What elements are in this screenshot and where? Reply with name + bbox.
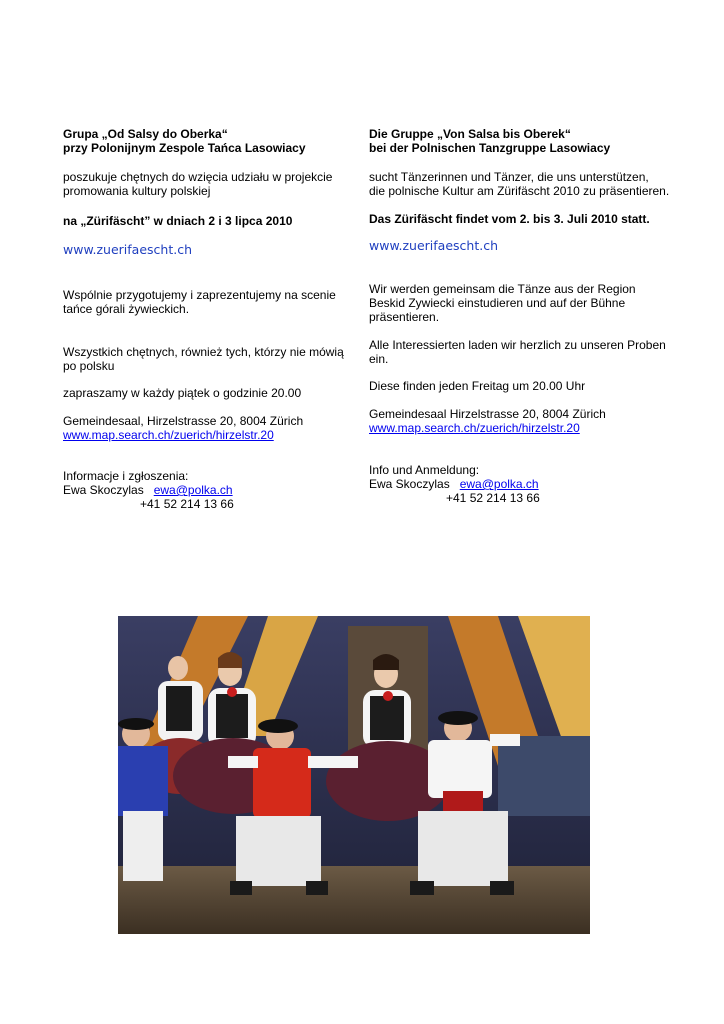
polish-para1-line2: tańce górali żywieckich. [63,302,190,316]
polish-para1-line1: Wspólnie przygotujemy i zaprezentujemy na scenie [63,288,336,302]
polish-contact-line [63,483,355,497]
german-event-date: Das Zürifäscht findet vom 2. bis 3. Juli 2010 statt. [369,212,650,226]
german-para1-line2: Beskid Zywiecki einstudieren und auf der Bühne [369,296,626,310]
polish-contact-label: Informacje i zgłoszenia: [63,469,189,483]
polish-para2-line1: Wszystkich chętnych, również tych, którzy nie mówią [63,345,344,359]
german-contact-label: Info und Anmeldung: [369,463,480,477]
german-contact-line [369,477,679,491]
polish-event-date: na „Zürifäscht” w dniach 2 i 3 lipca 2010 [63,214,293,228]
polish-title-line1: Grupa „Od Salsy do Oberka“ [63,127,228,141]
german-para1-line3: präsentieren. [369,310,440,324]
polish-intro-line1: poszukuje chętnych do wzięcia udziału w projekcie [63,170,333,184]
german-title-line1: Die Gruppe „Von Salsa bis Oberek“ [369,127,571,141]
german-para2-line2: ein. [369,352,389,366]
polish-para2-line2: po polsku [63,359,115,373]
german-address: Gemeindesaal Hirzelstrasse 20, 8004 Zürich [369,407,606,421]
german-intro-line2: die polnische Kultur am Zürifäscht 2010 zu präsentieren. [369,184,670,198]
german-rehearsal-time: Diese finden jeden Freitag um 20.00 Uhr [369,379,586,393]
polish-contact-phone: +41 52 214 13 66 [140,497,234,511]
folk-dancers-photo [118,616,590,934]
german-para2-line1: Alle Interessierten laden wir herzlich zu unseren Proben [369,338,666,352]
polish-contact-name: Ewa Skoczylas [63,483,144,497]
german-contact-email[interactable]: ewa@polka.ch [459,477,539,491]
polish-address: Gemeindesaal, Hirzelstrasse 20, 8004 Zürich [63,414,304,428]
german-intro-line1: sucht Tänzerinnen und Tänzer, die uns unterstützen, [369,170,649,184]
polish-intro-line2: promowania kultury polskiej [63,184,211,198]
polish-map-link[interactable]: www.map.search.ch/zuerich/hirzelstr.20 [63,428,274,442]
german-para1-line1: Wir werden gemeinsam die Tänze aus der Region [369,282,636,296]
german-contact-name: Ewa Skoczylas [369,477,450,491]
german-contact-phone: +41 52 214 13 66 [446,491,540,505]
folk-dancers-illustration [118,616,590,934]
polish-contact-phone-line [63,497,355,511]
german-contact-phone-line [369,491,679,505]
polish-rehearsal-time: zapraszamy w każdy piątek o godzinie 20.00 [63,386,302,400]
polish-website-link[interactable]: www.zuerifaescht.ch [63,242,193,257]
polish-contact-email[interactable]: ewa@polka.ch [153,483,233,497]
german-title-line2: bei der Polnischen Tanzgruppe Lasowiacy [369,141,611,155]
german-map-link[interactable]: www.map.search.ch/zuerich/hirzelstr.20 [369,421,580,435]
polish-title-line2: przy Polonijnym Zespole Tańca Lasowiacy [63,141,306,155]
german-website-link[interactable]: www.zuerifaescht.ch [369,238,499,253]
